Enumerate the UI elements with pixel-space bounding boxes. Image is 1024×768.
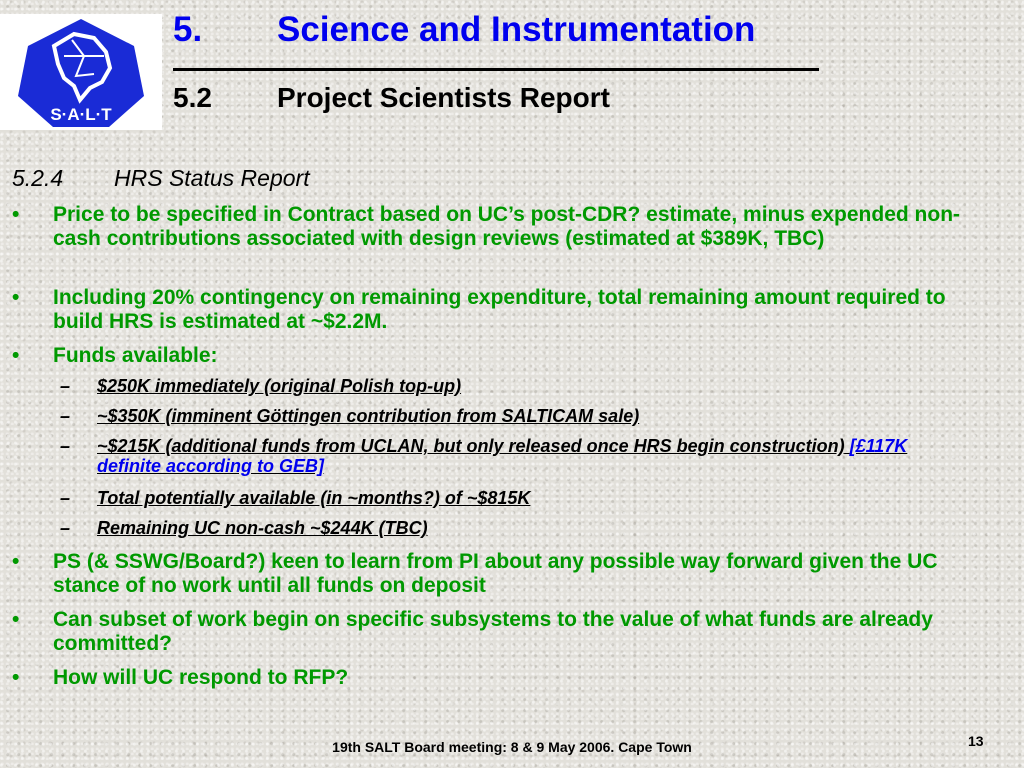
title-divider <box>173 68 819 71</box>
bullet-item <box>12 550 987 598</box>
salt-logo-icon <box>14 16 148 130</box>
bullet-item <box>12 203 987 251</box>
bullet-text: How will UC respond to RFP? <box>53 666 349 689</box>
title-number: 5. <box>173 10 203 49</box>
bullet-text: Price to be specified in Contract based on UC’s post-CDR? estimate, minus expended non-cash contributions associated with design reviews (estimated at $389K, TBC) <box>53 203 961 250</box>
title-text: Science and Instrumentation <box>277 10 756 49</box>
salt-logo <box>0 14 162 130</box>
bullet-marker: • <box>12 666 20 689</box>
section-number: 5.2.4 <box>12 165 64 191</box>
bullet-marker: • <box>12 344 20 367</box>
dash-marker: – <box>60 436 71 456</box>
funds-item <box>60 518 940 538</box>
funds-item <box>60 376 940 396</box>
section-heading <box>12 165 310 192</box>
page-number: 13 <box>968 733 984 749</box>
funds-note: [£117K definite according to GEB] <box>97 436 908 476</box>
funds-item <box>60 488 940 508</box>
funds-text: $250K immediately (original Polish top-up) <box>97 376 462 396</box>
bullet-marker: • <box>12 550 20 573</box>
bullet-item <box>12 344 987 368</box>
funds-text: ~$215K (additional funds from UCLAN, but only released once HRS begin construction) <box>97 436 845 456</box>
bullet-text: Including 20% contingency on remaining expenditure, total remaining amount required to build HRS is estimated at ~$2.2M. <box>53 286 946 333</box>
bullet-item <box>12 666 987 690</box>
dash-marker: – <box>60 406 71 426</box>
funds-text: Remaining UC non-cash ~$244K (TBC) <box>97 518 428 538</box>
bullet-marker: • <box>12 203 20 226</box>
slide-title <box>173 10 755 50</box>
section-title: HRS Status Report <box>114 165 310 191</box>
bullet-text: Funds available: <box>53 344 218 367</box>
dash-marker: – <box>60 488 71 508</box>
funds-item <box>60 406 940 426</box>
dash-marker: – <box>60 518 71 538</box>
bullet-item <box>12 608 987 656</box>
subtitle-text: Project Scientists Report <box>277 82 610 113</box>
funds-text: Total potentially available (in ~months?) of ~$815K <box>97 488 531 508</box>
dash-marker: – <box>60 376 71 396</box>
bullet-text: PS (& SSWG/Board?) keen to learn from PI about any possible way forward given the UC stance of no work until all funds on deposit <box>53 550 938 597</box>
funds-text: ~$350K (imminent Göttingen contribution from SALTICAM sale) <box>97 406 640 426</box>
bullet-text: Can subset of work begin on specific subsystems to the value of what funds are already committed? <box>53 608 933 655</box>
logo-text: S·A·L·T <box>50 105 112 124</box>
subtitle-number: 5.2 <box>173 82 212 113</box>
bullet-item <box>12 286 987 334</box>
footer-meeting: 19th SALT Board meeting: 8 & 9 May 2006. Cape Town <box>332 739 692 755</box>
funds-item <box>60 436 940 476</box>
slide-subtitle <box>173 82 610 114</box>
bullet-marker: • <box>12 608 20 631</box>
funds-text-block <box>97 436 940 476</box>
bullet-marker: • <box>12 286 20 309</box>
